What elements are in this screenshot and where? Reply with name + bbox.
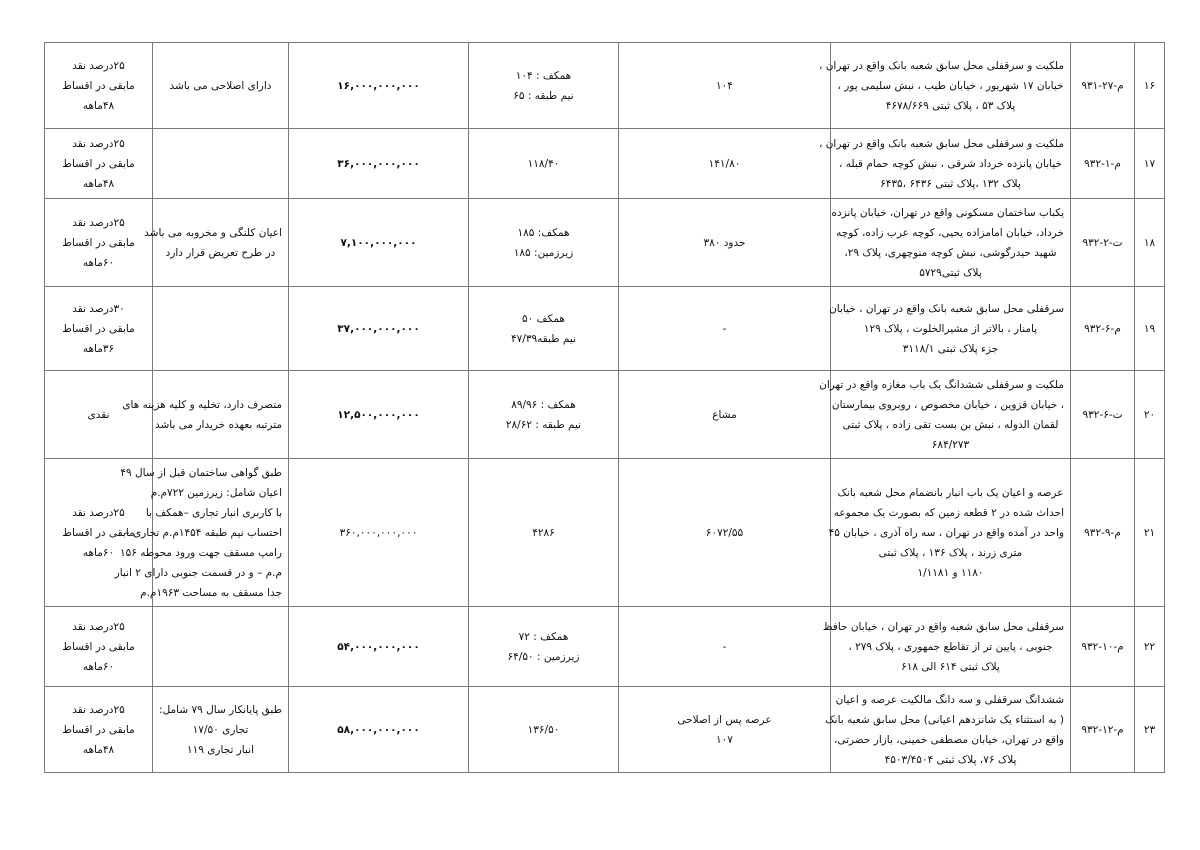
row-number-cell bbox=[1135, 129, 1165, 199]
table-row bbox=[45, 129, 1165, 199]
row-number-cell bbox=[1135, 199, 1165, 287]
row-number-cell bbox=[1135, 287, 1165, 371]
row-number-cell bbox=[1135, 371, 1165, 459]
base-price: ۷,۱۰۰,۰۰۰,۰۰۰ bbox=[340, 236, 417, 249]
building-area-cell bbox=[469, 371, 619, 459]
payment-terms-line: ۳۶ماهه bbox=[82, 342, 115, 355]
property-description-line: پلاک ثبتی ۶۱۴ الی ۶۱۸ bbox=[901, 660, 1000, 673]
notes-line: رامپ مسقف جهت ورود محوطه ۱۵۶ bbox=[119, 546, 282, 559]
property-code-cell bbox=[1071, 43, 1135, 129]
building-area-cell bbox=[469, 43, 619, 129]
notes-line: احتساب نیم طبقه ۱۴۵۴م.م تجاری – bbox=[124, 526, 282, 539]
land-area-line: - bbox=[722, 322, 727, 335]
building-area-line: نیم طبقه : ۲۸/۶۲ bbox=[505, 418, 582, 431]
payment-terms-line: ۲۵درصد نقد bbox=[72, 703, 125, 716]
property-description-line: جنوبی ، پایین تر از تقاطع جمهوری ، پلاک ۲۷۹ ، bbox=[848, 640, 1053, 653]
property-code-cell bbox=[1071, 687, 1135, 773]
building-area-cell bbox=[469, 687, 619, 773]
building-area-line: همکف: ۱۸۵ bbox=[517, 226, 570, 239]
notes-cell bbox=[144, 199, 289, 287]
notes-line: مترتبه بعهده خریدار می باشد bbox=[154, 418, 282, 431]
property-description-cell bbox=[831, 199, 1071, 287]
property-description-line: ملکیت و سرقفلی ششدانگ یک باب مغازه واقع در تهران bbox=[819, 378, 1064, 391]
property-code-cell bbox=[1071, 129, 1135, 199]
table-row bbox=[45, 287, 1165, 371]
land-area-cell bbox=[619, 43, 831, 129]
property-description-line: سرقفلی محل سابق شعبه واقع در تهران ، خیابان حافظ bbox=[822, 620, 1064, 633]
base-price-cell bbox=[289, 607, 469, 687]
property-description-cell bbox=[822, 607, 1071, 687]
property-description-cell bbox=[819, 371, 1071, 459]
building-area-cell bbox=[469, 129, 619, 199]
row-number: ۲۲ bbox=[1143, 640, 1156, 653]
land-area-line: - bbox=[722, 640, 727, 653]
building-area-line: همکف : ۱۰۴ bbox=[515, 69, 572, 82]
base-price-cell bbox=[289, 287, 469, 371]
property-description-cell bbox=[818, 43, 1071, 129]
property-description-line: ۱۱۸۰ و ۱/۱۱۸۱ bbox=[917, 566, 984, 579]
row-number: ۱۹ bbox=[1143, 322, 1156, 335]
property-description-line: واقع در تهران، خیابان مصطفی خمینی، بازار حضرتی، bbox=[833, 733, 1064, 746]
notes-line: م.م – و در قسمت جنوبی دارای ۲ انبار bbox=[114, 566, 282, 579]
row-number: ۱۶ bbox=[1143, 79, 1156, 92]
property-description-line: پلاک ۱۳۲ ،پلاک ثبتی ۶۴۳۶ ،۶۴۳۵ bbox=[880, 177, 1021, 190]
payment-terms-cell bbox=[45, 43, 153, 129]
land-area-cell bbox=[619, 371, 831, 459]
payment-terms-line: ۶۰ماهه bbox=[82, 256, 115, 269]
property-description-line: ۶۸۴/۲۷۳ bbox=[931, 438, 970, 451]
payment-terms-line: ۲۵درصد نقد bbox=[72, 59, 125, 72]
land-area-cell bbox=[619, 459, 831, 607]
base-price-cell bbox=[289, 43, 469, 129]
property-description-cell bbox=[818, 129, 1071, 199]
property-code-cell bbox=[1071, 371, 1135, 459]
notes-line: طبق گواهی ساختمان قبل از سال ۴۹ bbox=[120, 466, 282, 479]
payment-terms-line: مابقی در اقساط bbox=[62, 526, 135, 539]
base-price: ۳۶۰,۰۰۰,۰۰۰,۰۰۰ bbox=[339, 526, 418, 539]
payment-terms-line: مابقی در اقساط bbox=[62, 322, 135, 335]
base-price-cell bbox=[289, 687, 469, 773]
building-area-line: همکف ۵۰ bbox=[522, 312, 565, 325]
payment-terms-line: مابقی در اقساط bbox=[62, 723, 135, 736]
payment-terms-line: ۲۵درصد نقد bbox=[72, 216, 125, 229]
notes-line: متصرف دارد، تخلیه و کلیه هزینه های bbox=[122, 398, 282, 411]
payment-terms-cell bbox=[45, 129, 153, 199]
row-number-cell bbox=[1135, 43, 1165, 129]
property-code: م-۶-۹۳۲ bbox=[1084, 322, 1121, 335]
land-area-cell bbox=[619, 607, 831, 687]
property-description-line: ، خیابان قزوین ، خیابان مخصوص ، روبروی بیمارستان bbox=[831, 398, 1064, 411]
property-code: م-۱-۹۳۲ bbox=[1084, 157, 1121, 170]
building-area-cell bbox=[469, 459, 619, 607]
payment-terms-line: مابقی در اقساط bbox=[62, 79, 135, 92]
property-code-cell bbox=[1071, 607, 1135, 687]
base-price-cell bbox=[289, 129, 469, 199]
property-description-line: ششدانگ سرقفلی و سه دانگ مالکیت عرصه و اعیان bbox=[835, 693, 1064, 706]
notes-cell bbox=[153, 129, 289, 199]
property-description-line: ملکیت و سرقفلی محل سابق شعبه بانک واقع در تهران ، bbox=[818, 59, 1064, 72]
row-number: ۱۷ bbox=[1143, 157, 1156, 170]
property-description-line: یکباب ساختمان مسکونی واقع در تهران، خیابان پانزده bbox=[831, 206, 1064, 219]
table-row bbox=[45, 371, 1165, 459]
property-code: م-۱۲-۹۳۲ bbox=[1081, 723, 1124, 736]
land-area-cell bbox=[619, 687, 831, 773]
property-description-line: پلاک ۵۳ ، پلاک ثبتی ۴۶۷۸/۶۶۹ bbox=[885, 99, 1016, 112]
property-description-line: خرداد، خیابان امامزاده یحیی، کوچه عرب زاده، کوچه bbox=[836, 226, 1064, 239]
notes-line: دارای اصلاحی می باشد bbox=[169, 79, 272, 92]
base-price-cell bbox=[289, 199, 469, 287]
notes-cell bbox=[122, 371, 289, 459]
payment-terms-cell bbox=[45, 371, 153, 459]
property-table bbox=[44, 42, 1165, 773]
notes-line: در طرح تعریض قرار دارد bbox=[165, 246, 276, 259]
property-description-line: ( به استثناء یک شانزدهم اعیانی) محل سابق شعبه بانک bbox=[825, 713, 1064, 726]
payment-terms-line: مابقی در اقساط bbox=[62, 236, 135, 249]
payment-terms-line: ۲۵درصد نقد bbox=[72, 137, 125, 150]
notes-line: جدا مسقف به مساحت ۱۹۶۳م.م bbox=[140, 586, 282, 599]
building-area-line: زیرزمین : ۶۴/۵۰ bbox=[507, 650, 580, 663]
notes-cell bbox=[153, 43, 289, 129]
land-area-line: ۱۰۴ bbox=[716, 79, 733, 92]
property-description-line: واحد در آمده واقع در تهران ، سه راه آذری ، خیابان ۴۵ bbox=[828, 526, 1064, 539]
payment-terms-line: ۲۵درصد نقد bbox=[72, 620, 125, 633]
property-description-line: احداث شده در ۲ قطعه زمین که بصورت یک مجموعه bbox=[833, 506, 1064, 519]
property-description-line: خیابان پانزده خرداد شرقی ، نبش کوچه حمام قبله ، bbox=[838, 157, 1062, 170]
land-area-cell bbox=[619, 287, 831, 371]
base-price: ۵۸,۰۰۰,۰۰۰,۰۰۰ bbox=[337, 723, 420, 736]
payment-terms-line: ۶۰ماهه bbox=[82, 660, 115, 673]
property-description-line: ملکیت و سرقفلی محل سابق شعبه بانک واقع در تهران ، bbox=[818, 137, 1064, 150]
land-area-cell bbox=[619, 199, 831, 287]
building-area-line: نیم طبقه : ۶۵ bbox=[513, 89, 574, 102]
table-row bbox=[45, 459, 1165, 607]
table-row bbox=[45, 199, 1165, 287]
notes-cell bbox=[153, 607, 289, 687]
property-code: ت-۲-۹۳۲ bbox=[1082, 236, 1123, 249]
land-area-line: مشاع bbox=[712, 408, 737, 421]
base-price: ۱۲,۵۰۰,۰۰۰,۰۰۰ bbox=[337, 408, 420, 421]
payment-terms-line: ۶۰ماهه bbox=[82, 546, 115, 559]
property-description-line: خیابان ۱۷ شهریور ، خیابان طیب ، نبش سلیمی پور ، bbox=[837, 79, 1064, 92]
property-description-line: پلاک ۷۶، پلاک ثبتی ۴۵۰۳/۴۵۰۴ bbox=[884, 753, 1017, 766]
payment-terms-line: نقدی bbox=[87, 408, 110, 421]
land-area-line: حدود ۳۸۰ bbox=[703, 236, 746, 249]
notes-cell bbox=[153, 287, 289, 371]
property-description-line: عرصه و اعیان یک باب انبار بانضمام محل شعبه بانک bbox=[837, 486, 1064, 499]
property-description-line: جزء پلاک ثبتی ۳۱۱۸/۱ bbox=[902, 342, 999, 355]
payment-terms-line: مابقی در اقساط bbox=[62, 640, 135, 653]
base-price-cell bbox=[289, 459, 469, 607]
land-area-line: ۱۰۷ bbox=[716, 733, 733, 746]
building-area-line: همکف : ۷۲ bbox=[518, 630, 569, 643]
payment-terms-line: ۲۵درصد نقد bbox=[72, 506, 125, 519]
land-area-line: ۶۰۷۲/۵۵ bbox=[705, 526, 744, 539]
row-number-cell bbox=[1135, 687, 1165, 773]
property-code: م-۱۰-۹۳۲ bbox=[1081, 640, 1124, 653]
row-number: ۲۰ bbox=[1143, 408, 1156, 421]
property-description-cell bbox=[825, 687, 1071, 773]
payment-terms-line: ۴۸ماهه bbox=[82, 99, 115, 112]
notes-line: انبار تجاری ۱۱۹ bbox=[186, 743, 255, 756]
notes-line: اعیان شامل: زیرزمین ۷۲۲م.م bbox=[150, 486, 282, 499]
building-area-cell bbox=[469, 287, 619, 371]
building-area-line: نیم طبقه۴۷/۳۹ bbox=[511, 332, 576, 345]
row-number: ۲۳ bbox=[1143, 723, 1156, 736]
notes-line: با کاربری انبار تجاری –همکف با bbox=[145, 506, 282, 519]
property-code: ت-۶-۹۳۲ bbox=[1082, 408, 1123, 421]
table-row bbox=[45, 607, 1165, 687]
base-price: ۳۷,۰۰۰,۰۰۰,۰۰۰ bbox=[337, 322, 420, 335]
base-price: ۱۶,۰۰۰,۰۰۰,۰۰۰ bbox=[337, 79, 420, 92]
payment-terms-line: ۴۸ماهه bbox=[82, 177, 115, 190]
table-body bbox=[45, 43, 1165, 773]
payment-terms-line: مابقی در اقساط bbox=[62, 157, 135, 170]
property-description-cell bbox=[828, 459, 1071, 607]
property-description-line: متری زرند ، پلاک ۱۳۶ ، پلاک ثبتی bbox=[878, 546, 1023, 559]
payment-terms-cell bbox=[45, 287, 153, 371]
property-description-line: پلاک ثبتی۵۷۲۹ bbox=[919, 266, 982, 279]
property-description-line: پامنار ، بالاتر از مشیرالخلوت ، پلاک ۱۲۹ bbox=[863, 322, 1038, 335]
land-area-line: عرصه پس از اصلاحی bbox=[677, 713, 772, 726]
base-price-cell bbox=[289, 371, 469, 459]
row-number: ۱۸ bbox=[1143, 236, 1156, 249]
notes-line: تجاری ۱۷/۵۰ bbox=[192, 723, 249, 736]
notes-cell bbox=[114, 459, 289, 607]
property-code-cell bbox=[1071, 287, 1135, 371]
property-description-cell bbox=[831, 287, 1071, 371]
notes-line: اعیان کلنگی و مخروبه می باشد bbox=[144, 226, 282, 239]
building-area-cell bbox=[469, 199, 619, 287]
notes-line: طبق پایانکار سال ۷۹ شامل: bbox=[159, 703, 282, 716]
property-code-cell bbox=[1071, 199, 1135, 287]
land-area-cell bbox=[619, 129, 831, 199]
property-description-line: شهید حیدرگوشی، نبش کوچه منوچهری، پلاک ۲۹، bbox=[844, 246, 1057, 259]
table-row bbox=[45, 43, 1165, 129]
base-price: ۳۶,۰۰۰,۰۰۰,۰۰۰ bbox=[337, 157, 420, 170]
payment-terms-cell bbox=[45, 607, 153, 687]
payment-terms-line: ۳۰درصد نقد bbox=[72, 302, 125, 315]
property-code-cell bbox=[1071, 459, 1135, 607]
payment-terms-cell bbox=[45, 199, 153, 287]
building-area-line: همکف : ۸۹/۹۶ bbox=[511, 398, 576, 411]
payment-terms-line: ۴۸ماهه bbox=[82, 743, 115, 756]
building-area-line: زیرزمین: ۱۸۵ bbox=[513, 246, 574, 259]
property-description-line: سرقفلی محل سابق شعبه بانک واقع در تهران ، خیابان bbox=[829, 302, 1064, 315]
payment-terms-cell bbox=[45, 687, 153, 773]
building-area-cell bbox=[469, 607, 619, 687]
row-number-cell bbox=[1135, 607, 1165, 687]
building-area-line: ۴۲۸۶ bbox=[532, 526, 555, 539]
notes-cell bbox=[153, 687, 289, 773]
property-code: م-۲۷-۹۳۱ bbox=[1081, 79, 1124, 92]
land-area-line: ۱۴۱/۸۰ bbox=[708, 157, 741, 170]
building-area-line: ۱۱۸/۴۰ bbox=[527, 157, 560, 170]
row-number-cell bbox=[1135, 459, 1165, 607]
building-area-line: ۱۳۶/۵۰ bbox=[527, 723, 560, 736]
table-row bbox=[45, 687, 1165, 773]
base-price: ۵۴,۰۰۰,۰۰۰,۰۰۰ bbox=[337, 640, 420, 653]
property-description-line: لقمان الدوله ، نبش بن بست تقی زاده ، پلاک ثبتی bbox=[842, 418, 1059, 431]
property-code: م-۹-۹۳۲ bbox=[1084, 526, 1121, 539]
row-number: ۲۱ bbox=[1143, 526, 1156, 539]
